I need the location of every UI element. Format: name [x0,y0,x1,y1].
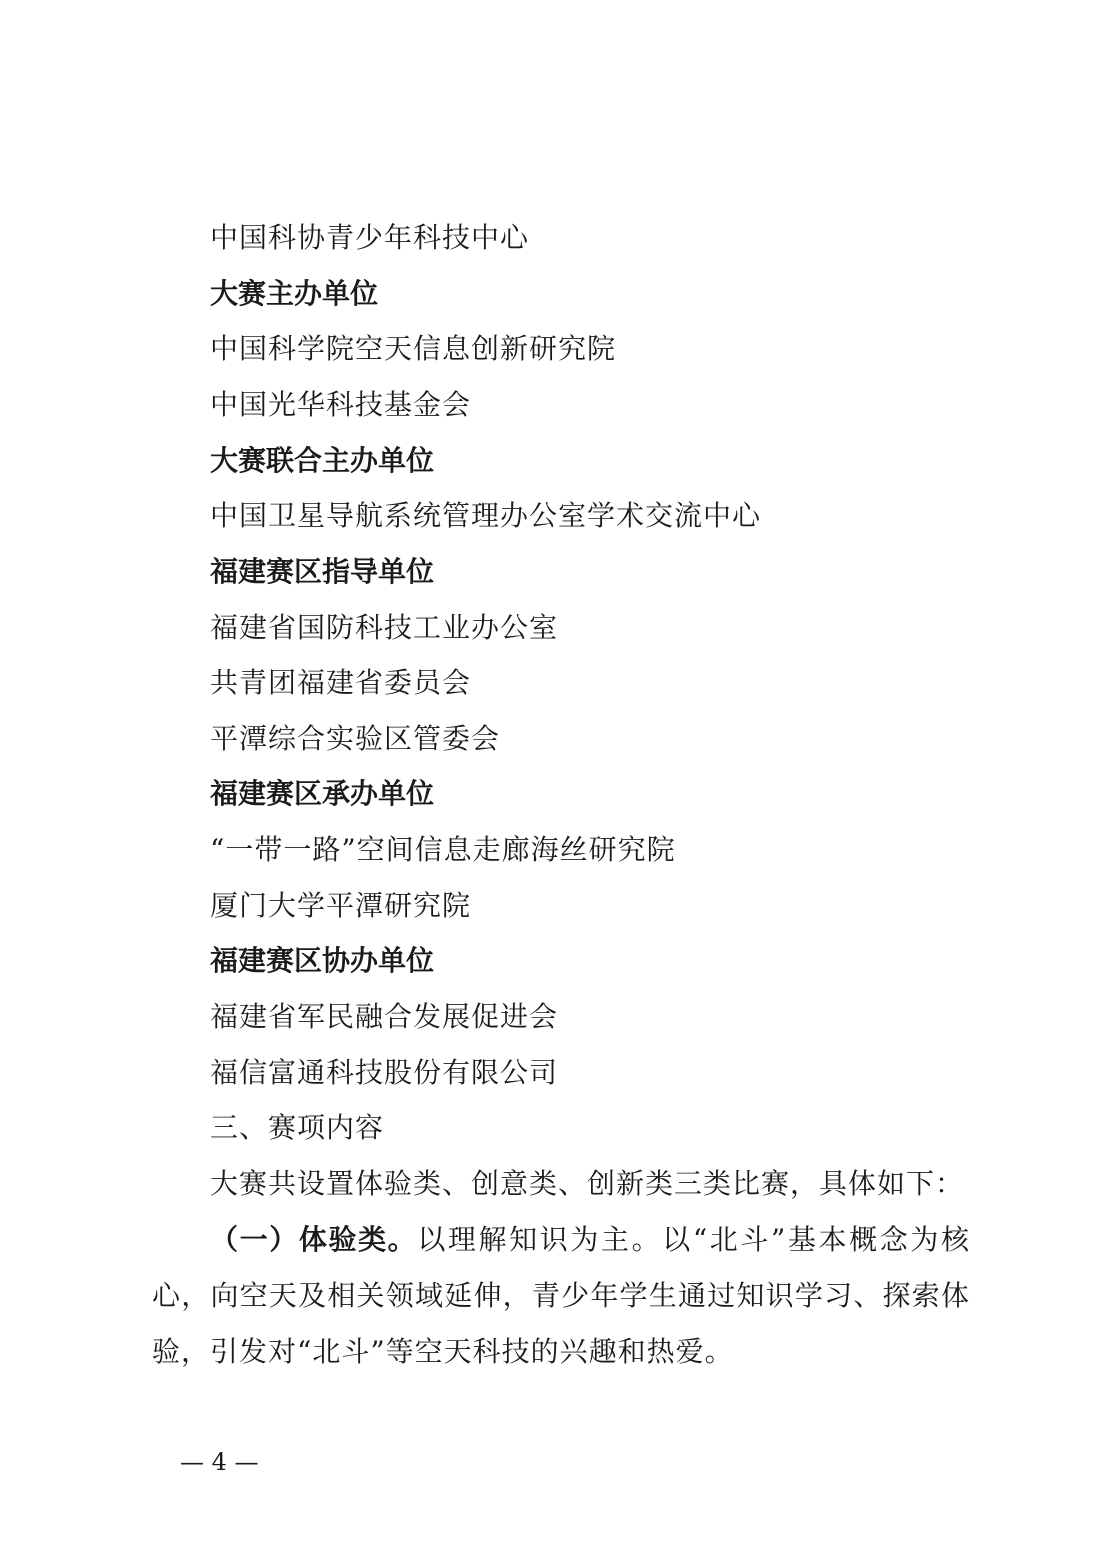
section-heading: 福建赛区指导单位 [210,555,435,588]
text-line: 中国卫星导航系统管理办公室学术交流中心 [210,499,762,532]
page-number: — 4 — [180,1448,259,1476]
chapter-heading: 三、赛项内容 [210,1111,385,1144]
paragraph-text: 以理解知识为主。以“北斗”基本概念为核心，向空天及相关领域延伸，青少年学生通过知识学习、探索体验，引发对“北斗”等空天科技的兴趣和热爱。 [152,1223,970,1368]
text-line: 平潭综合实验区管委会 [210,722,501,755]
text-line: 中国光华科技基金会 [210,388,472,421]
text-line: 共青团福建省委员会 [210,666,472,699]
text-line: 中国科学院空天信息创新研究院 [210,332,617,365]
text-line: 中国科协青少年科技中心 [210,221,530,254]
section-heading: 大赛主办单位 [210,277,379,310]
body-paragraph [152,1212,970,1380]
section-heading: 大赛联合主办单位 [210,444,435,477]
text-line: 福建省国防科技工业办公室 [210,611,559,644]
text-line: 福建省军民融合发展促进会 [210,1000,559,1033]
text-line: 大赛共设置体验类、创意类、创新类三类比赛，具体如下： [210,1167,965,1200]
section-heading: 福建赛区协办单位 [210,944,435,977]
paragraph-lead: （一）体验类。 [210,1223,418,1256]
section-heading: 福建赛区承办单位 [210,777,435,810]
text-line: 厦门大学平潭研究院 [210,889,472,922]
text-line: 福信富通科技股份有限公司 [210,1056,559,1089]
text-line: “一带一路”空间信息走廊海丝研究院 [210,833,676,866]
